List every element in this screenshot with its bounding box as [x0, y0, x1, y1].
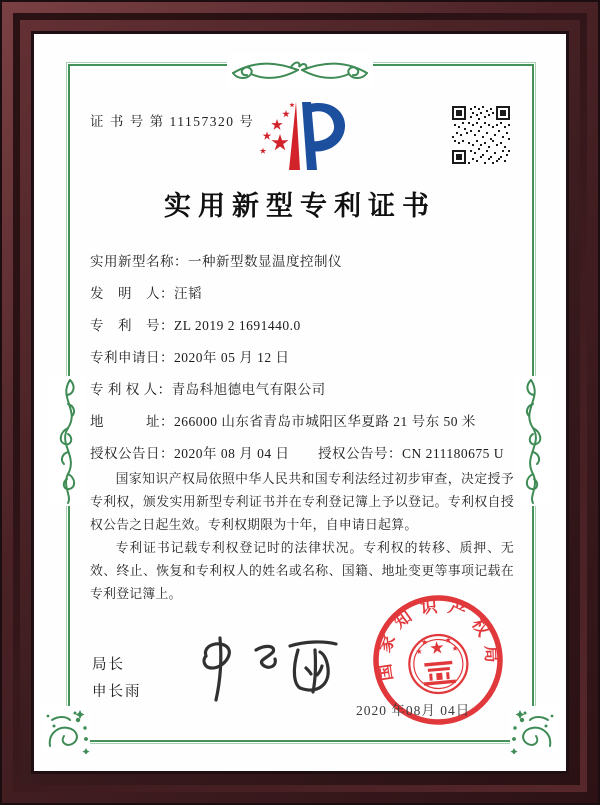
field-row-filing-date: [90, 342, 514, 374]
field-value: 266000 山东省青岛市城阳区华夏路 21 号东 50 米: [174, 414, 476, 429]
field-row-grant: [90, 438, 514, 470]
field-label: 专 利 权 人：: [90, 382, 172, 397]
field-label: 地 址：: [90, 414, 174, 429]
grant-number: [318, 438, 504, 470]
field-value: 2020年 08 月 04 日: [174, 446, 290, 461]
field-value: CN 211180675 U: [402, 446, 505, 461]
field-label: 专 利 号：: [90, 318, 174, 333]
certificate-title: 实用新型专利证书: [164, 191, 436, 221]
field-value: 2020年 05 月 12 日: [174, 350, 290, 365]
fields-block: [90, 246, 514, 470]
signer-title: 局长: [92, 657, 125, 673]
top-flourish-ornament: [227, 53, 373, 89]
field-value: 青岛科旭德电气有限公司: [171, 382, 326, 397]
signer-block: [92, 652, 142, 706]
field-value: 汪韬: [174, 286, 202, 301]
field-label: 授权公告号：: [318, 446, 402, 461]
legal-paragraph-1: 国家知识产权局依照中华人民共和国专利法经过初步审查，决定授予专利权，颁发实用新型专利证书并在专利登记簿上予以登记。专利权自授权公告之日起生效。专利权期限为十年，自申请日起算。: [90, 472, 514, 532]
right-flourish-ornament: [515, 376, 553, 506]
field-value: 一种新型数显温度控制仪: [188, 254, 342, 269]
field-row-patentee: [90, 374, 514, 406]
seal-date: 2020 年08月 04日: [356, 703, 471, 718]
legal-text-block: [90, 468, 514, 606]
seal-arc-text: 国家知识产权局: [373, 596, 502, 683]
field-label: 实用新型名称：: [90, 254, 188, 269]
field-value: ZL 2019 2 1691440.0: [174, 318, 301, 333]
field-label: 发 明 人：: [90, 286, 174, 301]
legal-paragraph-2: 专利证书记载专利权登记时的法律状况。专利权的转移、质押、无效、终止、恢复和专利权人的姓名或名称、国籍、地址变更等事项记载在专利登记簿上。: [90, 541, 514, 601]
signer-name: 申长雨: [92, 684, 142, 700]
field-row-address: [90, 406, 514, 438]
cnipa-logo-icon: [249, 97, 349, 180]
field-label: 授权公告日：: [90, 446, 174, 461]
signature-autograph: [178, 626, 348, 716]
field-row-patent-no: [90, 310, 514, 342]
field-row-name: [90, 246, 514, 278]
grant-date: [90, 438, 318, 470]
certificate-number: 证 书 号 第 11157320 号: [90, 114, 255, 129]
left-flourish-ornament: [48, 376, 86, 506]
qr-code: [452, 106, 510, 169]
bottom-right-floral-ornament: [510, 706, 558, 754]
field-label: 专利申请日：: [90, 350, 174, 365]
field-row-inventor: [90, 278, 514, 310]
bottom-left-floral-ornament: [42, 706, 90, 754]
